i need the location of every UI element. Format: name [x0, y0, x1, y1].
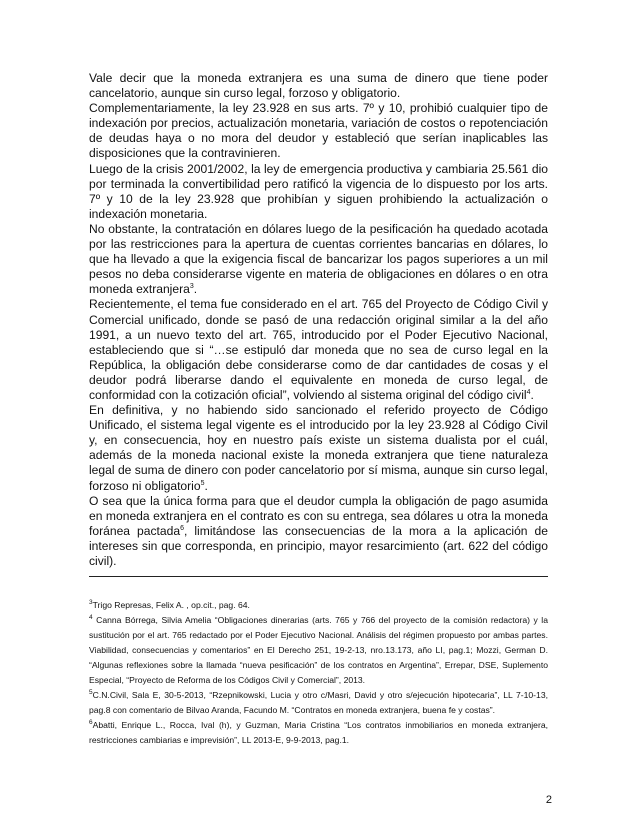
footnote [89, 598, 548, 613]
paragraph [89, 403, 548, 494]
footnote-text: Abatti, Enrique L., Rocca, Ival (h), y Guzman, Maria Cristina “Los contratos inmobiliarios en moneda extranjera, restricciones cambiarias e imprevisión”, LL 2013-E, 9-9-2013, pag.1. [89, 720, 548, 745]
paragraph [89, 494, 548, 569]
paragraph-text: O sea que la única forma para que el deudor cumpla la obligación de pago asumida en moneda extranjera en el contrato es con su entrega, sea dólares u otra la moneda foránea pactada [89, 493, 548, 538]
footnote-text: Trigo Represas, Felix A. , op.cit., pag. 64. [92, 600, 250, 610]
paragraph-text-end: . [204, 478, 208, 493]
footnote-reference[interactable]: 6 [180, 524, 184, 532]
footnote-text: Canna Bórrega, Silvia Amelia “Obligaciones dinerarias (arts. 765 y 766 del proyecto de la comisión redactora) y la sustitución por el art. 765 redactado por el Poder Ejecutivo Nacional. Análisis del régimen propuesto por ambas partes. Viabilidad, consecuencias y comentarios” en El Derecho 251, 19-2-13, nro.13.173, año LI, pag.1; Mozzi, German D. “Algunas reflexiones sobre la llamada “nueva pesificación” de los contratos en Argentina”, Errepar, DSE, Suplemento Especial, “Proyecto de Reforma de los Códigos Civil y Comercial”, 2013. [89, 615, 548, 685]
body-text [89, 71, 548, 569]
page-number: 2 [545, 794, 552, 806]
footnote-reference[interactable]: 5 [200, 479, 205, 487]
footnote [89, 718, 548, 748]
paragraph-text: No obstante, la contratación en dólares luego de la pesificación ha quedado acotada por las restricciones para la apertura de cuentas corrientes bancarias en dólares, lo que ha llevado a que la exigencia fiscal de bancarizar los pagos superiores a un mil pesos no deba considerarse vigente en materia de obligaciones en dólares o en otra moneda extranjera [89, 221, 548, 297]
footnote [89, 613, 548, 688]
paragraph [89, 222, 548, 297]
footnote-number: 4 [89, 614, 93, 622]
footnote-reference[interactable]: 3 [189, 283, 194, 291]
paragraph-text: En definitiva, y no habiendo sido sancionado el referido proyecto de Código Unificado, el sistema legal vigente es el introducido por la ley 23.928 al Código Civil y, en consecuencia, hoy en nuestro país existe un sistema dualista por el cuál, además de la moneda nacional existe la moneda extranjera que tiene naturaleza legal de suma de dinero con poder cancelatorio por sí misma, aunque sin curso legal, forzoso ni obligatorio [89, 403, 548, 493]
paragraph-text: Complementariamente, la ley 23.928 en sus arts. 7º y 10, prohibió cualquier tipo de indexación por precios, actualización monetaria, variación de costos o repotenciación de deudas haya o no mora del deudor y estableció que serían inaplicables las disposiciones que la contravinieren. [89, 101, 548, 161]
paragraph-text-end: , limitándose las consecuencias de la mora a la aplicación de intereses sin que corresponda, en principio, mayor resarcimiento (art. 622 del código civil). [89, 523, 548, 568]
footnote-text: C.N.Civil, Sala E, 30-5-2013, “Rzepnikowski, Lucia y otro c/Masri, David y otro s/ejecución hipotecaria”, LL 7-10-13, pag.8 con comentario de Bilvao Aranda, Facundo M. “Contratos en moneda extranjera, buena fe y costas”. [89, 690, 548, 715]
paragraph [89, 162, 548, 222]
footnote [89, 688, 548, 718]
footnote-separator [89, 576, 548, 577]
footnotes [89, 598, 548, 748]
paragraph [89, 71, 548, 101]
paragraph-text: Recientemente, el tema fue considerado en el art. 765 del Proyecto de Código Civil y Comercial unificado, donde se pasó de una redacción original similar a la del año 1991, a un nuevo texto del art. 765, introducido por el Poder Ejecutivo Nacional, estableciendo que si “…se estipuló dar moneda que no sea de curso legal en la República, la obligación debe considerarse como de dar cantidades de cosas y el deudor podrá liberarse dando el equivalente en moneda de curso legal, de conformidad con la cotización oficial”, volviendo al sistema original del código civil [89, 297, 548, 402]
paragraph [89, 297, 548, 403]
footnote-number: 3 [89, 599, 93, 607]
paragraph [89, 101, 548, 161]
paragraph-text-end: . [530, 387, 534, 402]
footnote-reference[interactable]: 4 [526, 388, 531, 396]
footnote-number: 5 [89, 689, 93, 697]
paragraph-text-end: . [193, 282, 198, 297]
paragraph-text: Luego de la crisis 2001/2002, la ley de emergencia productiva y cambiaria 25.561 dio por terminada la convertibilidad pero ratificó la vigencia de lo dispuesto por los arts. 7º y 10 de la ley 23.928 que prohibían y siguen prohibiendo la actualización o indexación monetaria. [89, 161, 548, 221]
paragraph-text: Vale decir que la moneda extranjera es una suma de dinero que tiene poder cancelatorio, aunque sin curso legal, forzoso y obligatorio. [89, 71, 548, 101]
footnote-number: 6 [89, 719, 93, 727]
